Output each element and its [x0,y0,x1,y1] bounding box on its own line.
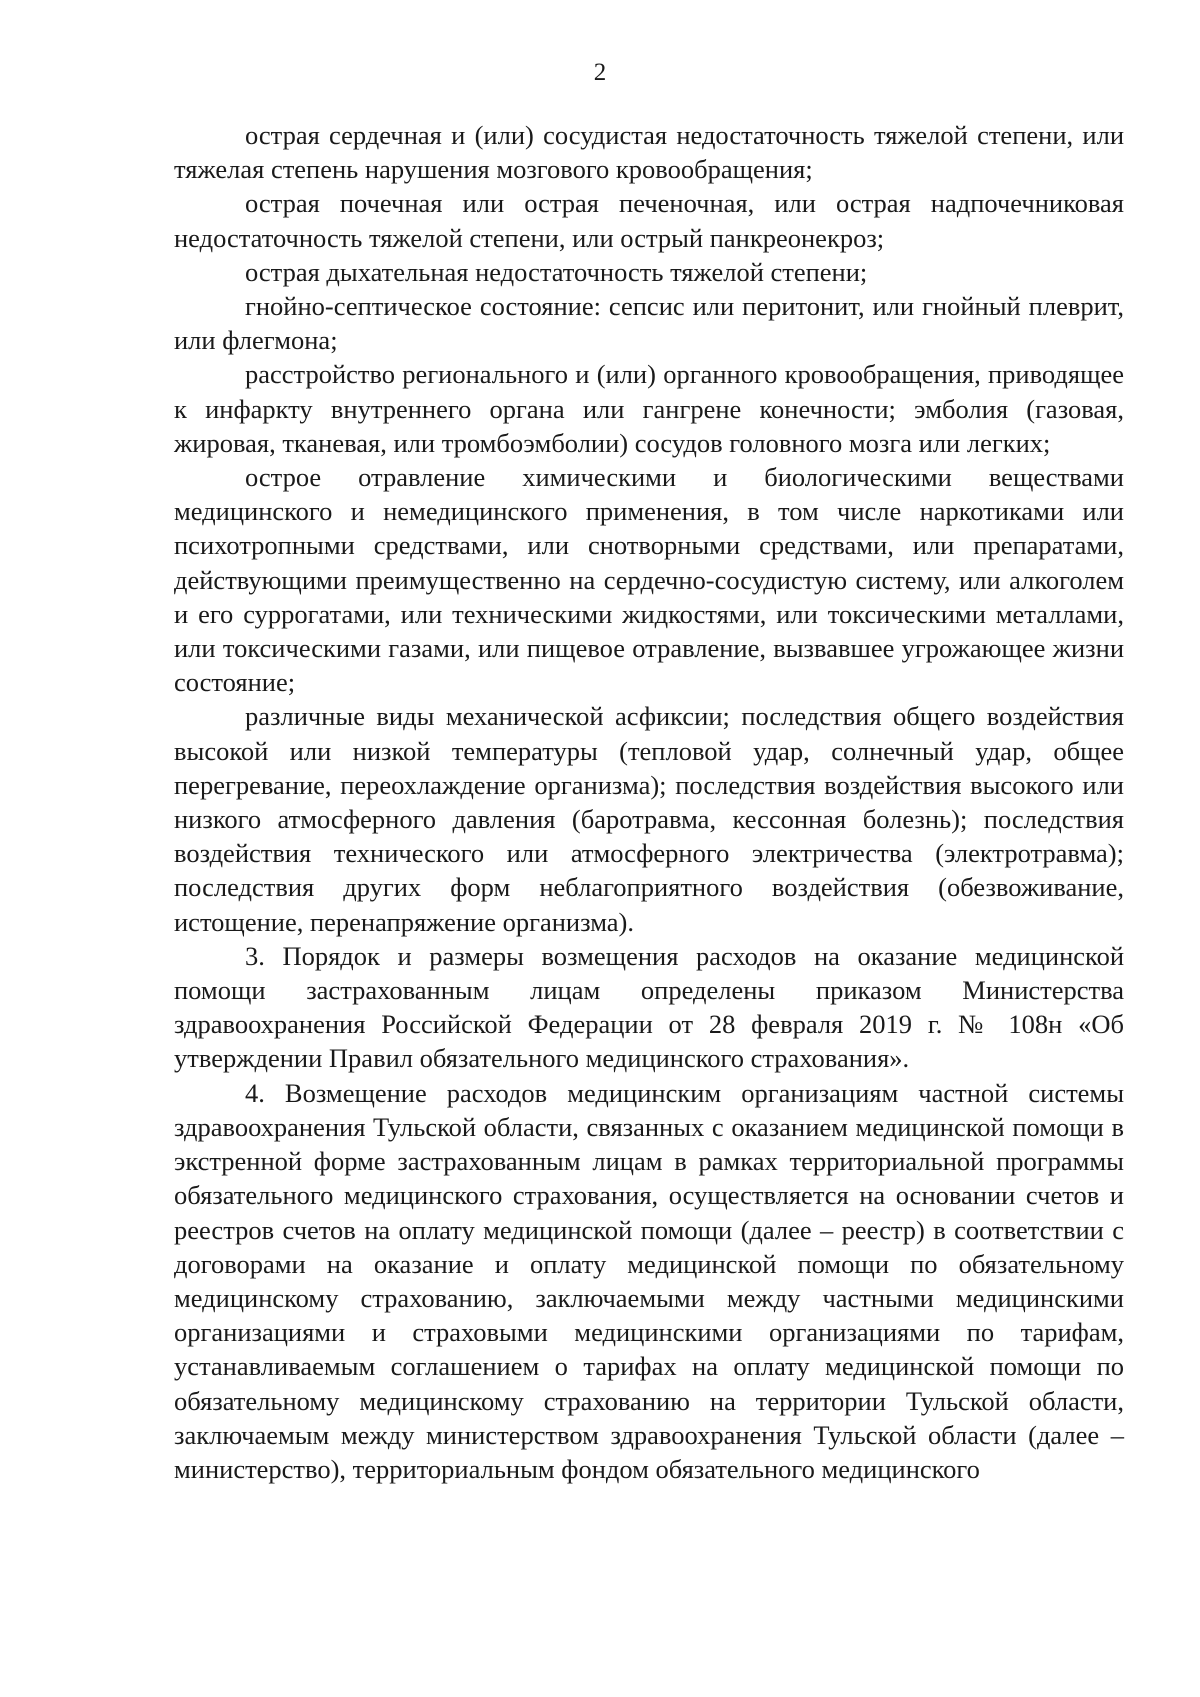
page-number: 2 [593,59,607,86]
paragraph-respiratory-insufficiency: острая дыхательная недостаточность тяжелой степени; [245,256,868,287]
document-body [174,118,1124,1486]
paragraph-section-3: 3. Порядок и размеры возмещения расходов на оказание медицинской помощи застрахованным лицам определены приказом Министерства здравоохранения Российской Федерации от 28 февраля 2019 г. № 108н «Об утверждении Правил обязательного медицинского страхования». [174,940,1124,1074]
paragraph-circulation-disorder: расстройство регионального и (или) органного кровообращения, приводящее к инфаркту внутреннего органа или гангрене конечности; эмболия (газовая, жировая, тканевая, или тромбоэмболии) сосудов головного мозга или легких; [174,359,1124,458]
paragraph-septic-condition: гнойно-септическое состояние: сепсис или перитонит, или гнойный плеврит, или флегмона; [174,291,1124,356]
paragraph-section-4: 4. Возмещение расходов медицинским организациям частной системы здравоохранения Тульской области, связанных с оказанием медицинской помощи в экстренной форме застрахованным лицам в рамках территориальной программы обязательного медицинского страхования, осуществляется на основании счетов и реестров счетов на оплату медицинской помощи (далее – реестр) в соответствии с договорами на оказание и оплату медицинской помощи по обязательному медицинскому страхованию, заключаемыми между частными медицинскими организациями и страховыми медицинскими организациями по тарифам, устанавливаемым соглашением о тарифах на оплату медицинской помощи по обязательному медицинскому страхованию на территории Тульской области, заключаемым между министерством здравоохранения Тульской области (далее – министерство), территориальным фондом обязательного медицинского [174,1077,1124,1484]
paragraph-acute-poisoning: острое отравление химическими и биологическими веществами медицинского и немедицинского применения, в том числе наркотиками или психотропными средствами, или снотворными средствами, или препаратами, действующими преимущественно на сердечно-сосудистую систему, или алкоголем и его суррогатами, или техническими жидкостями, или токсическими металлами, или токсическими газами, или пищевое отравление, вызвавшее угрожающее жизни состояние; [174,462,1124,698]
paragraph-cardiac-insufficiency: острая сердечная и (или) сосудистая недостаточность тяжелой степени, или тяжелая степень нарушения мозгового кровообращения; [174,120,1124,185]
paragraph-renal-hepatic-insufficiency: острая почечная или острая печеночная, или острая надпочечниковая недостаточность тяжелой степени, или острый панкреонекроз; [174,188,1124,253]
paragraph-asphyxia-effects: различные виды механической асфиксии; последствия общего воздействия высокой или низкой температуры (тепловой удар, солнечный удар, общее перегревание, переохлаждение организма); последствия воздействия высокого или низкого атмосферного давления (баротравма, кессонная болезнь); последствия воздействия технического или атмосферного электричества (электротравма); последствия других форм неблагоприятного воздействия (обезвоживание, истощение, перенапряжение организма). [174,701,1124,937]
